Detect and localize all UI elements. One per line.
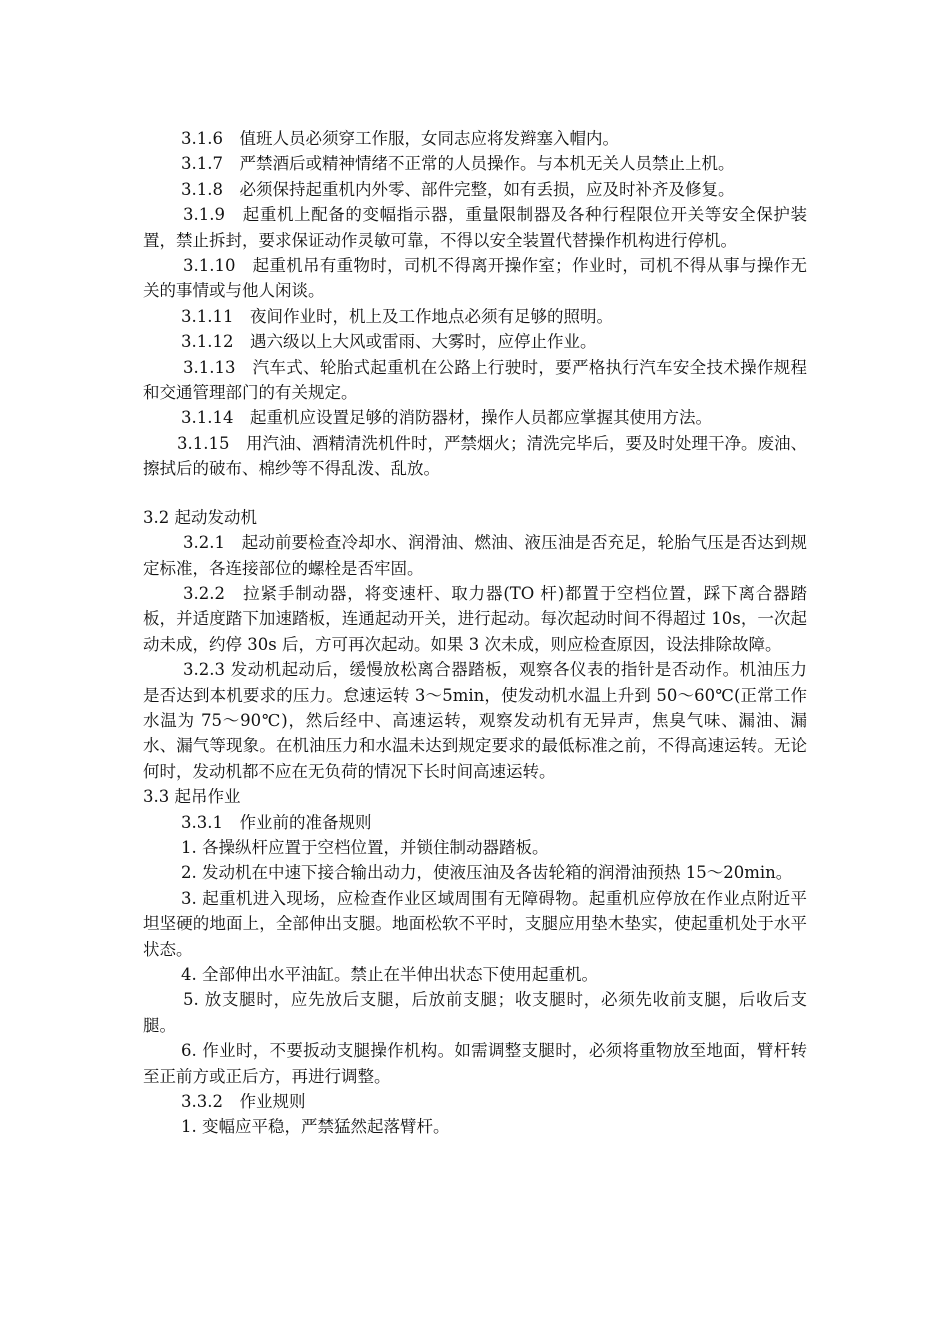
clause-3-1-7: 3.1.7 严禁酒后或精神情绪不正常的人员操作。与本机无关人员禁止上机。 xyxy=(181,154,735,174)
list-item-3-3-1-4: 4. 全部伸出水平油缸。禁止在半伸出状态下使用起重机。 xyxy=(181,965,598,984)
list-item-3-3-1-5: 5. 放支腿时，应先放后支腿，后放前支腿；收支腿时，必须先收前支腿，后收后支腿。 xyxy=(143,990,807,1035)
clause-3-2-3: 3.2.3 发动机起动后，缓慢放松离合器踏板，观察各仪表的指针是否动作。机油压力是否达到本机要求的压力。怠速运转 3～5min，使发动机水温上升到 50～60℃(正常工作水温为 75～90℃)，然后经中、高速运转，观察发动机有无异声，焦臭气味、漏油、漏水、漏气等现象。在机油压力和水温未达到规定要求的最低标准之前，不得高速运转。无论何时，发动机都不应在无负荷的情况下长时间高速运转。 xyxy=(143,660,807,781)
document-body xyxy=(143,126,807,1140)
clause-3-2-2: 3.2.2 拉紧手制动器，将变速杆、取力器(TO 杆)都置于空档位置，踩下离合器踏板，并适度踏下加速踏板，连通起动开关，进行起动。每次起动时间不得超过 10s，一次起动未成，约停 30s 后，方可再次起动。如果 3 次未成，则应检查原因，设法排除故障。 xyxy=(143,583,807,654)
clause-3-1-15: 3.1.15 用汽油、酒精清洗机件时，严禁烟火；清洗完毕后，要及时处理干净。废油、擦拭后的破布、棉纱等不得乱泼、乱放。 xyxy=(143,433,807,479)
list-item-3-3-1-1: 1. 各操纵杆应置于空档位置，并锁住制动器踏板。 xyxy=(181,837,549,857)
section-spacer xyxy=(143,482,807,505)
list-item-3-3-1-2: 2. 发动机在中速下接合输出动力，使液压油及各齿轮箱的润滑油预热 15～20min。 xyxy=(181,863,793,883)
clause-3-1-8: 3.1.8 必须保持起重机内外零、部件完整，如有丢损，应及时补齐及修复。 xyxy=(181,179,735,199)
clause-3-1-11: 3.1.11 夜间作业时，机上及工作地点必须有足够的照明。 xyxy=(181,306,613,326)
clause-3-1-10: 3.1.10 起重机吊有重物时，司机不得离开操作室；作业时，司机不得从事与操作无关的事情或与他人闲谈。 xyxy=(143,256,807,301)
clause-3-3-2: 3.3.2 作业规则 xyxy=(181,1092,306,1112)
clause-3-1-9: 3.1.9 起重机上配备的变幅指示器，重量限制器及各种行程限位开关等安全保护装置，禁止拆封，要求保证动作灵敏可靠，不得以安全装置代替操作机构进行停机。 xyxy=(143,205,807,250)
clause-3-1-13: 3.1.13 汽车式、轮胎式起重机在公路上行驶时，要严格执行汽车安全技术操作规程和交通管理部门的有关规定。 xyxy=(143,357,807,403)
clause-3-3-1: 3.3.1 作业前的准备规则 xyxy=(181,812,372,832)
clause-3-1-12: 3.1.12 遇六级以上大风或雷雨、大雾时，应停止作业。 xyxy=(181,332,597,352)
list-item-3-3-1-6: 6. 作业时，不要扳动支腿操作机构。如需调整支腿时，必须将重物放至地面，臂杆转至正前方或正后方，再进行调整。 xyxy=(143,1041,807,1086)
clause-3-1-14: 3.1.14 起重机应设置足够的消防器材，操作人员都应掌握其使用方法。 xyxy=(181,408,712,428)
clause-3-1-6: 3.1.6 值班人员必须穿工作服，女同志应将发辫塞入帽内。 xyxy=(181,129,619,148)
section-heading-3-3: 3.3 起吊作业 xyxy=(143,787,241,807)
section-heading-3-2: 3.2 起动发动机 xyxy=(143,507,257,527)
list-item-3-3-1-3: 3. 起重机进入现场，应检查作业区域周围有无障碍物。起重机应停放在作业点附近平坦坚硬的地面上，全部伸出支腿。地面松软不平时，支腿应用垫木垫实，使起重机处于水平状态。 xyxy=(143,888,807,959)
list-item-3-3-2-1: 1. 变幅应平稳，严禁猛然起落臂杆。 xyxy=(181,1117,450,1137)
clause-3-2-1: 3.2.1 起动前要检查冷却水、润滑油、燃油、液压油是否充足，轮胎气压是否达到规定标准，各连接部位的螺栓是否牢固。 xyxy=(143,533,807,578)
